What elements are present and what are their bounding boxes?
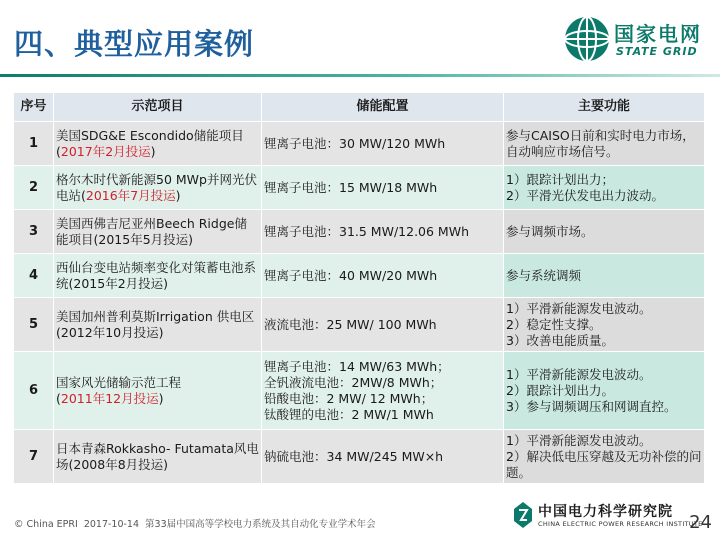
function-line: 2）稳定性支撑。 [506, 316, 602, 332]
config-line: 钠硫电池：34 MW/245 MW×h [264, 448, 444, 464]
function-line: 1）平滑新能源发电波动。 [506, 366, 652, 382]
table-row [14, 298, 705, 352]
row-project [54, 166, 262, 210]
footer-conference: 第33届中国高等学校电力系统及其自动化专业学术年会 [145, 519, 376, 530]
function-line: 1）平滑新能源发电波动。 [506, 300, 652, 316]
config-line: 锂离子电池：15 MW/18 MWh [264, 179, 438, 195]
epri-cn-text: 中国电力科学研究院 [538, 504, 673, 520]
project-paren-close: ) [175, 187, 181, 203]
row-num: 2 [14, 166, 54, 210]
config-line: 钛酸锂的电池：2 MW/1 MWh [264, 406, 434, 422]
epri-en-text: CHINA ELECTRIC POWER RESEARCH INSTITUTE [538, 520, 703, 528]
header-num: 序号 [14, 93, 54, 122]
config-line: 铅酸电池：2 MW/ 12 MWh； [264, 390, 434, 406]
footer-info [14, 516, 376, 530]
table-row [14, 430, 705, 484]
logo-en-text: STATE GRID [616, 45, 698, 58]
table-row [14, 352, 705, 430]
row-function [504, 210, 705, 254]
row-config [262, 352, 504, 430]
row-config [262, 210, 504, 254]
epri-mark-icon [512, 501, 534, 529]
row-project [54, 210, 262, 254]
function-line: 2）平滑光伏发电出力波动。 [506, 187, 664, 203]
function-line: 1）平滑新能源发电波动。 [506, 432, 652, 448]
project-text: 格尔木时代新能源50 MWp并网光伏电站( [56, 171, 257, 203]
row-function [504, 352, 705, 430]
table-row [14, 166, 705, 210]
row-num: 6 [14, 352, 54, 430]
state-grid-logo [558, 14, 708, 66]
footer-copyright: © China EPRI [14, 519, 78, 530]
project-text: 西仙台变电站频率变化对策蓄电池系统(2015年2月投运) [56, 259, 257, 291]
config-line: 液流电池：25 MW/ 100 MWh [264, 316, 437, 332]
row-project [54, 430, 262, 484]
row-config [262, 298, 504, 352]
function-line: 参与CAISO日前和实时电力市场，自动响应市场信号。 [506, 127, 695, 159]
footer-date: 2017-10-14 [83, 519, 140, 530]
row-project [54, 352, 262, 430]
row-num: 7 [14, 430, 54, 484]
row-num: 5 [14, 298, 54, 352]
table-row [14, 122, 705, 166]
row-num: 3 [14, 210, 54, 254]
row-config [262, 430, 504, 484]
slide-title: 四、典型应用案例 [14, 27, 255, 61]
project-date-highlight: 2011年12月投运 [60, 390, 159, 406]
project-paren-close: ) [158, 390, 164, 406]
table-header-row [14, 93, 705, 122]
project-date-highlight: 2016年7月投运 [85, 187, 176, 203]
header-config: 储能配置 [262, 93, 504, 122]
project-date-highlight: 2017年2月投运 [60, 143, 151, 159]
function-line: 1）跟踪计划出力； [506, 171, 614, 187]
row-project [54, 254, 262, 298]
cases-table [13, 92, 705, 484]
row-config [262, 122, 504, 166]
row-function [504, 166, 705, 210]
table-row [14, 210, 705, 254]
state-grid-globe-icon [562, 14, 612, 64]
epri-logo [510, 499, 710, 535]
page-number: 24 [689, 512, 712, 533]
row-function [504, 122, 705, 166]
row-num: 1 [14, 122, 54, 166]
row-project [54, 122, 262, 166]
logo-cn-text: 国家电网 [614, 22, 702, 46]
project-text: 美国西佛吉尼亚州Beech Ridge储能项目(2015年5月投运) [56, 215, 247, 247]
project-text: 美国加州普利莫斯Irrigation 供电区(2012年10月投运) [56, 308, 255, 340]
row-function [504, 298, 705, 352]
row-function [504, 254, 705, 298]
function-line: 3）参与调频调压和网调直控。 [506, 398, 677, 414]
function-line: 参与调频市场。 [506, 223, 594, 239]
project-text: 日本青森Rokkasho- Futamata风电场(2008年8月投运) [56, 440, 259, 472]
function-line: 2）解决低电压穿越及无功补偿的问题。 [506, 448, 702, 480]
project-paren-close: ) [150, 143, 156, 159]
function-line: 2）跟踪计划出力。 [506, 382, 614, 398]
config-line: 锂离子电池：31.5 MW/12.06 MWh [264, 223, 469, 239]
table-row [14, 254, 705, 298]
row-config [262, 254, 504, 298]
config-line: 锂离子电池：30 MW/120 MWh [264, 135, 446, 151]
row-project [54, 298, 262, 352]
title-divider [0, 74, 720, 77]
config-line: 全钒液流电池：2MW/8 MWh； [264, 374, 443, 390]
project-text: 国家风光储输示范工程 [56, 374, 182, 390]
config-line: 锂离子电池：14 MW/63 MWh； [264, 358, 450, 374]
header-function: 主要功能 [504, 93, 705, 122]
header-project: 示范项目 [54, 93, 262, 122]
row-config [262, 166, 504, 210]
project-paren: ( [56, 143, 61, 159]
row-num: 4 [14, 254, 54, 298]
function-line: 3）改善电能质量。 [506, 332, 614, 348]
config-line: 锂离子电池：40 MW/20 MWh [264, 267, 438, 283]
function-line: 参与系统调频 [506, 267, 582, 283]
row-function [504, 430, 705, 484]
project-paren: ( [56, 390, 61, 406]
project-text: 美国SDG&E Escondido储能项目 [56, 127, 244, 143]
